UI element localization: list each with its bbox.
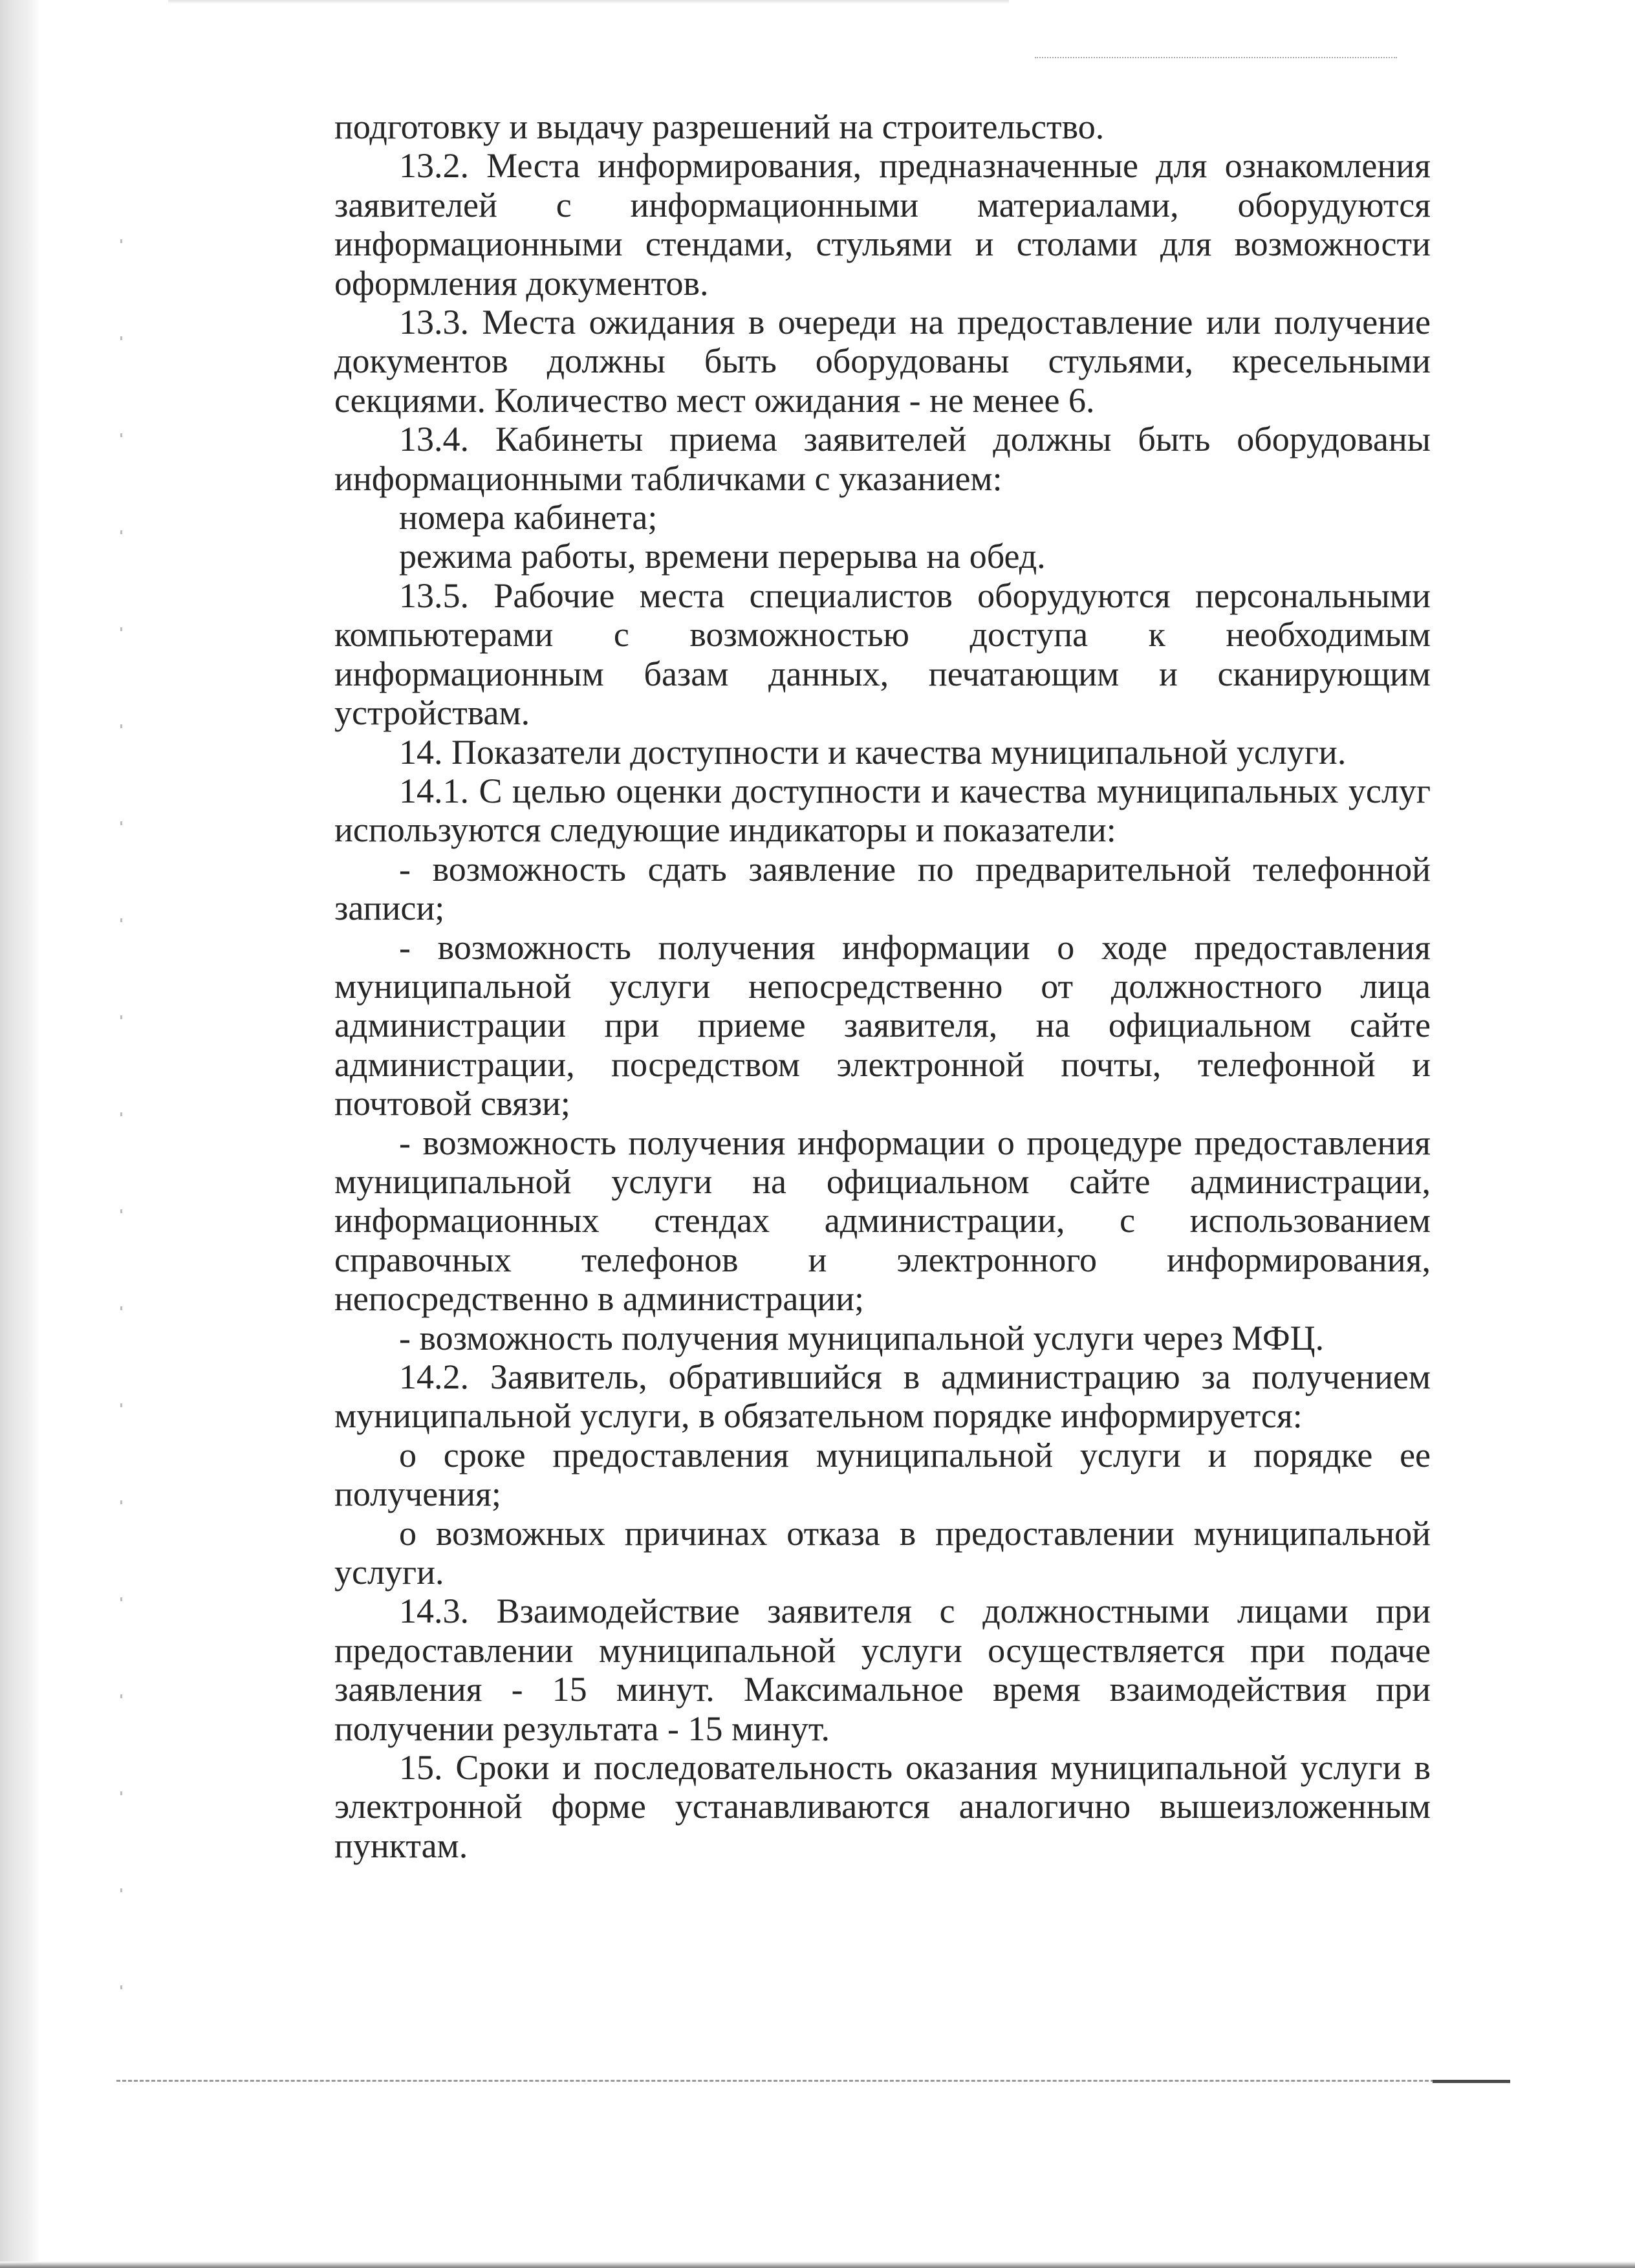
- paragraph-13-2: 13.2. Места информирования, предназначенные для ознакомления заявителей с информационными материалами, оборудуются информационными стендами, стульями и столами для возможности оформления документов.: [334, 146, 1431, 303]
- scan-shadow-bottom: [0, 2262, 1635, 2268]
- paragraph-13-3: 13.3. Места ожидания в очереди на предоставление или получение документов должны быть оборудованы стульями, кресельными секциями. Количество мест ожидания - не менее 6.: [334, 303, 1431, 420]
- paragraph-13-5: 13.5. Рабочие места специалистов оборудуются персональными компьютерами с возможностью доступа к необходимым информационным базам данных, печатающим и сканирующим устройствам.: [334, 576, 1431, 733]
- paragraph-14-1: 14.1. С целью оценки доступности и качества муниципальных услуг используются следующие индикаторы и показатели:: [334, 771, 1431, 850]
- indicator-item: - возможность получения муниципальной услуги через МФЦ.: [399, 1318, 1325, 1357]
- scan-artifact-bottom-line: [116, 2080, 1510, 2082]
- paragraph-13-4: 13.4. Кабинеты приема заявителей должны быть оборудованы информационными табличками с указанием:: [334, 420, 1431, 498]
- section-heading-14: 14. Показатели доступности и качества муниципальной услуги.: [399, 732, 1347, 772]
- indicator-item: - возможность получения информации о процедуре предоставления муниципальной услуги на официальном сайте администрации, информационных стендах администрации, с использованием справочных телефонов и электронного информирования, непосредственно в администрации;: [334, 1123, 1431, 1319]
- scan-shadow-left: [0, 0, 40, 2268]
- scan-artifact-top: [1035, 57, 1397, 58]
- scan-shadow-top: [168, 0, 1009, 4]
- indicator-item: - возможность получения информации о ходе предоставления муниципальной услуги непосредственно от должностного лица администрации при приеме заявителя, на официальном сайте администрации, посредством электронной почты, телефонной и почтовой связи;: [334, 927, 1431, 1123]
- scan-artifact-margin: [120, 194, 122, 2069]
- paragraph-14-3: 14.3. Взаимодействие заявителя с должностными лицами при предоставлении муниципальной услуги осуществляется при подаче заявления - 15 минут. Максимальное время взаимодействия при получении результата - 15 минут.: [334, 1592, 1431, 1748]
- indicator-item: - возможность сдать заявление по предварительной телефонной записи;: [334, 849, 1431, 928]
- document-body: [334, 107, 1431, 1865]
- info-item: о возможных причинах отказа в предоставлении муниципальной услуги.: [334, 1513, 1431, 1592]
- paragraph-continuation: подготовку и выдачу разрешений на строительство.: [334, 107, 1105, 146]
- list-item-office-number: номера кабинета;: [399, 498, 658, 537]
- section-15: 15. Сроки и последовательность оказания муниципальной услуги в электронной форме устанавливаются аналогично вышеизложенным пунктам.: [334, 1748, 1431, 1865]
- list-item-work-hours: режима работы, времени перерыва на обед.: [399, 537, 1046, 576]
- paragraph-14-2: 14.2. Заявитель, обратившийся в администрацию за получением муниципальной услуги, в обязательном порядке информируется:: [334, 1357, 1431, 1436]
- info-item: о сроке предоставления муниципальной услуги и порядке ее получения;: [334, 1435, 1431, 1514]
